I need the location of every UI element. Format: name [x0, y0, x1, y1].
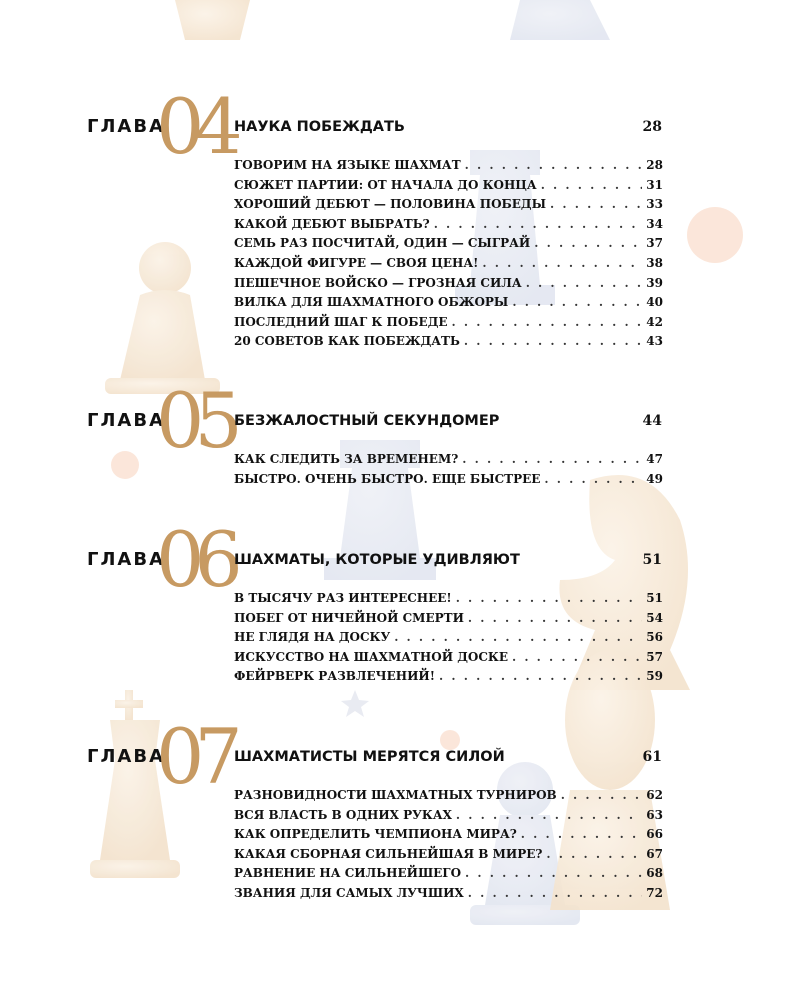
toc-entry[interactable] [234, 293, 663, 313]
toc-entry[interactable] [234, 450, 663, 470]
chapter-entries [234, 589, 663, 687]
chapter-entries [234, 786, 663, 904]
toc-entry-title: ИСКУССТВО НА ШАХМАТНОЙ ДОСКЕ [234, 649, 508, 664]
toc-entry-title: ГОВОРИМ НА ЯЗЫКЕ ШАХМАТ [234, 158, 461, 172]
dot-leader [434, 215, 643, 235]
chapter-page: 61 [642, 749, 662, 765]
toc-entry[interactable] [234, 254, 663, 274]
toc-entry-page: 49 [646, 471, 663, 486]
toc-entry-title: СЕМЬ РАЗ ПОСЧИТАЙ, ОДИН — СЫГРАЙ [234, 236, 531, 251]
dot-leader [465, 864, 642, 884]
chapter-page: 44 [642, 413, 662, 429]
toc-entry[interactable] [234, 274, 663, 294]
dot-leader [512, 293, 642, 313]
toc-entry-page: 67 [646, 846, 663, 861]
dot-leader [452, 313, 643, 333]
chapter-entries [234, 156, 663, 352]
chapter-title: ШАХМАТЫ, КОТОРЫЕ УДИВЛЯЮТ [234, 552, 520, 568]
toc-entry[interactable] [234, 845, 663, 865]
dot-leader [394, 628, 642, 648]
toc-entry-page: 51 [646, 591, 663, 605]
toc-entry-page: 59 [646, 669, 663, 684]
dot-leader [456, 806, 642, 826]
chapter-number: 05 [156, 376, 233, 465]
dot-leader [439, 667, 642, 687]
toc-entry-page: 38 [646, 255, 663, 270]
dot-leader [521, 825, 643, 845]
chapter-label: ГЛАВА [87, 746, 166, 767]
toc-entry-title: ХОРОШИЙ ДЕБЮТ — ПОЛОВИНА ПОБЕДЫ [234, 197, 547, 212]
dot-leader [541, 176, 643, 196]
dot-leader [526, 274, 643, 294]
toc-entry-page: 54 [646, 610, 663, 625]
chapter-entries [234, 450, 663, 489]
toc-entry-title: В ТЫСЯЧУ РАЗ ИНТЕРЕСНЕЕ! [234, 591, 452, 605]
toc-entry[interactable] [234, 628, 663, 648]
toc-entry-title: ПОСЛЕДНИЙ ШАГ К ПОБЕДЕ [234, 314, 448, 329]
toc-entry-page: 72 [646, 885, 663, 900]
dot-leader [456, 589, 643, 609]
dot-leader [550, 195, 642, 215]
chapter-number: 07 [156, 712, 233, 801]
toc-entry-title: КАЖДОЙ ФИГУРЕ — СВОЯ ЦЕНА! [234, 255, 479, 270]
chapter-label: ГЛАВА [87, 410, 166, 431]
toc-entry-page: 43 [646, 334, 663, 349]
toc-entry[interactable] [234, 313, 663, 333]
dot-leader [534, 234, 642, 254]
toc-entry-page: 68 [646, 866, 663, 881]
toc-entry[interactable] [234, 176, 663, 196]
toc-entry[interactable] [234, 156, 663, 176]
dot-leader [462, 450, 642, 470]
toc-entry-page: 34 [646, 216, 663, 231]
toc-entry-title: КАКОЙ ДЕБЮТ ВЫБРАТЬ? [234, 216, 430, 231]
toc-entry[interactable] [234, 806, 663, 826]
dot-leader [468, 884, 643, 904]
toc-entry-title: КАКАЯ СБОРНАЯ СИЛЬНЕЙШАЯ В МИРЕ? [234, 846, 543, 861]
toc-entry[interactable] [234, 825, 663, 845]
toc-entry-page: 28 [646, 158, 663, 172]
dot-leader [561, 786, 643, 806]
toc-entry-title: СЮЖЕТ ПАРТИИ: ОТ НАЧАЛА ДО КОНЦА [234, 177, 537, 192]
toc-entry-title: БЫСТРО. ОЧЕНЬ БЫСТРО. ЕЩЕ БЫСТРЕЕ [234, 471, 541, 486]
toc-entry-title: ЗВАНИЯ ДЛЯ САМЫХ ЛУЧШИХ [234, 885, 464, 900]
chapter-number: 06 [156, 515, 233, 604]
chapter-title: НАУКА ПОБЕЖДАТЬ [234, 119, 405, 135]
toc-entry-page: 40 [646, 295, 663, 310]
toc-entry[interactable] [234, 215, 663, 235]
toc-entry-title: ФЕЙРВЕРК РАЗВЛЕЧЕНИЙ! [234, 669, 436, 684]
chapter-number: 04 [156, 82, 233, 171]
toc-entry[interactable] [234, 884, 663, 904]
dot-leader [544, 470, 642, 490]
toc-entry[interactable] [234, 864, 663, 884]
dot-leader [482, 254, 642, 274]
toc-entry[interactable] [234, 589, 663, 609]
toc-entry-page: 31 [646, 177, 663, 192]
toc-entry[interactable] [234, 470, 663, 490]
toc-entry[interactable] [234, 332, 663, 352]
toc-entry-page: 56 [646, 630, 663, 645]
toc-entry-title: КАК ОПРЕДЕЛИТЬ ЧЕМПИОНА МИРА? [234, 827, 517, 842]
toc-entry[interactable] [234, 234, 663, 254]
toc-entry[interactable] [234, 609, 663, 629]
chapter-title: БЕЗЖАЛОСТНЫЙ СЕКУНДОМЕР [234, 413, 500, 429]
toc-entry-title: ПЕШЕЧНОЕ ВОЙСКО — ГРОЗНАЯ СИЛА [234, 275, 522, 290]
toc-entry-page: 57 [646, 649, 663, 664]
toc-entry-page: 39 [646, 275, 663, 290]
toc-entry-page: 63 [646, 807, 663, 822]
toc-entry-page: 37 [646, 236, 663, 251]
chapter-page: 28 [642, 119, 662, 135]
chapter-label: ГЛАВА [87, 116, 166, 137]
toc-entry-title: НЕ ГЛЯДЯ НА ДОСКУ [234, 630, 391, 645]
toc-entry-title: КАК СЛЕДИТЬ ЗА ВРЕМЕНЕМ? [234, 452, 459, 466]
toc-entry-title: РАЗНОВИДНОСТИ ШАХМАТНЫХ ТУРНИРОВ [234, 788, 557, 802]
dot-leader [465, 156, 643, 176]
dot-leader [512, 648, 642, 668]
dot-leader [468, 609, 642, 629]
chapter-page: 51 [642, 552, 662, 568]
toc-entry-title: ВИЛКА ДЛЯ ШАХМАТНОГО ОБЖОРЫ [234, 295, 509, 310]
toc-entry-page: 66 [646, 827, 663, 842]
toc-entry-page: 47 [646, 452, 663, 466]
dot-leader [464, 332, 642, 352]
toc-entry-title: ПОБЕГ ОТ НИЧЕЙНОЙ СМЕРТИ [234, 610, 464, 625]
toc-entry[interactable] [234, 667, 663, 687]
toc-entry-title: РАВНЕНИЕ НА СИЛЬНЕЙШЕГО [234, 866, 462, 881]
chapter-label: ГЛАВА [87, 549, 166, 570]
toc-entry-page: 62 [646, 788, 663, 802]
toc-entry[interactable] [234, 786, 663, 806]
dot-leader [546, 845, 642, 865]
toc-entry-page: 42 [646, 314, 663, 329]
toc-entry-title: 20 СОВЕТОВ КАК ПОБЕЖДАТЬ [234, 334, 460, 349]
toc-entry-page: 33 [646, 197, 663, 212]
chapter-title: ШАХМАТИСТЫ МЕРЯТСЯ СИЛОЙ [234, 749, 505, 765]
toc-entry[interactable] [234, 648, 663, 668]
toc-entry[interactable] [234, 195, 663, 215]
toc-entry-title: ВСЯ ВЛАСТЬ В ОДНИХ РУКАХ [234, 807, 452, 822]
